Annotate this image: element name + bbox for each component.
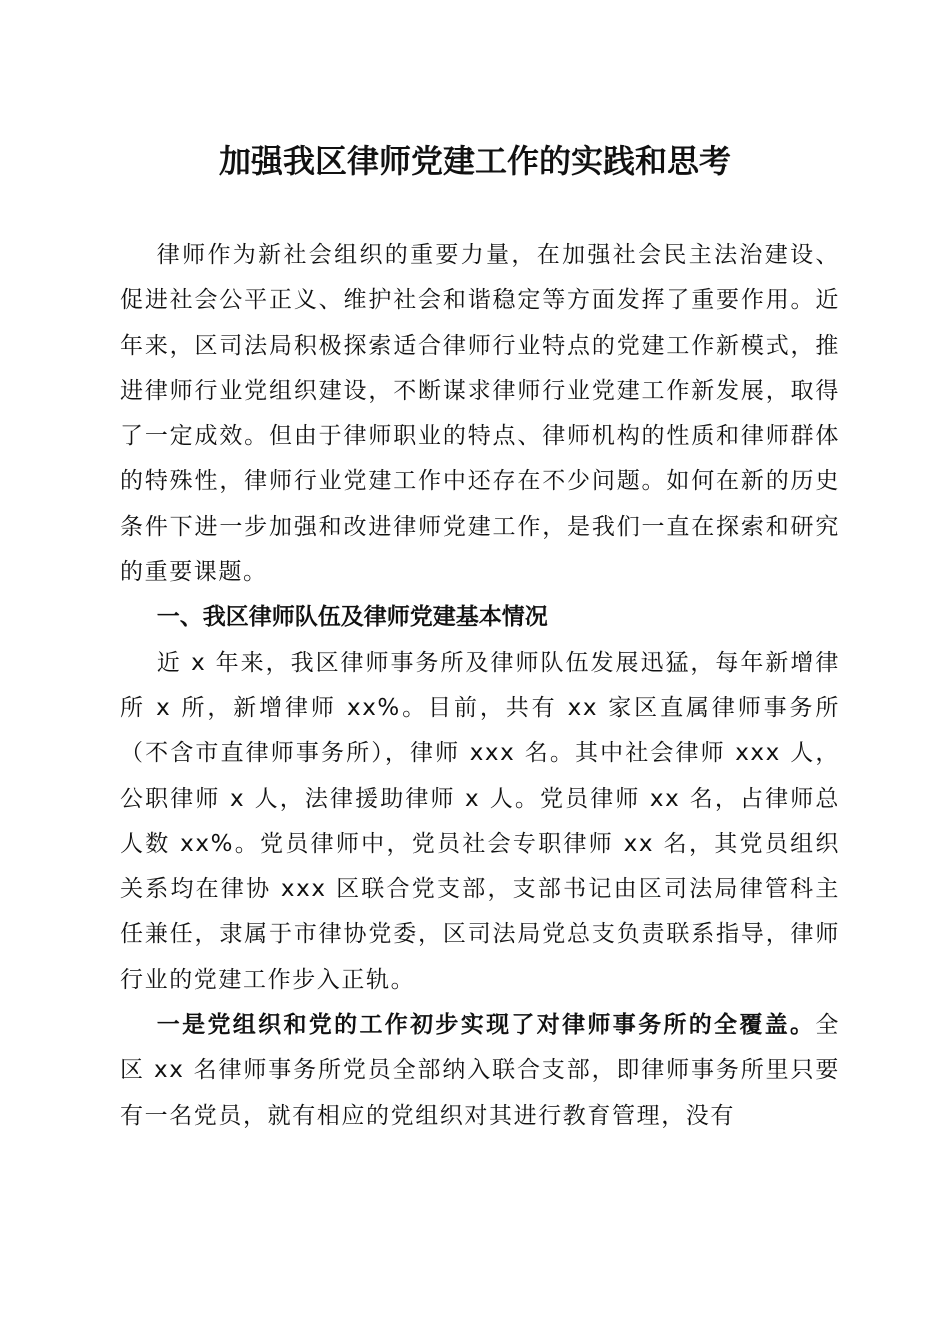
section-heading: 一、我区律师队伍及律师党建基本情况 [156,604,548,631]
intro-paragraph: 律师作为新社会组织的重要力量，在加强社会民主法治建设、促进社会公平正义、维护社会和谐稳定等方面发挥了重要作用。近年来，区司法局积极探索适合律师行业特点的党建工作新模式，推进律师行业党组织建设，不断谋求律师行业党建工作新发展，取得了一定成效。但由于律师职业的特点、律师机构的性质和律师群体的特殊性，律师行业党建工作中还存在不少问题。如何在新的历史条件下进一步加强和改进律师党建工作，是我们一直在探索和研究的重要课题。 [120,242,840,586]
section-paragraph: 近 x 年来，我区律师事务所及律师队伍发展迅猛，每年新增律所 x 所，新增律师 xx%。目前，共有 xx 家区直属律师事务所（不含市直律师事务所），律师 xxx 名。其中社会律师 xxx 人，公职律师 x 人，法律援助律师 x 人。党员律师 xx 名，占律师总人数 xx%。党员律师中，党员社会专职律师 xx 名，其党员组织关系均在律协 xxx 区联合党支部，支部书记由区司法局律管科主任兼任，隶属于市律协党委，区司法局党总支负责联系指导，律师行业的党建工作步入正轨。 [120,649,840,993]
point-body: 全区 xx 名律师事务所党员全部纳入联合支部，即律师事务所里只要有一名党员，就有相应的党组织对其进行教育管理，没有 [120,1012,840,1129]
point-lead: 一是党组织和党的工作初步实现了对律师事务所的全覆盖。 [156,1012,816,1039]
document-title: 加强我区律师党建工作的实践和思考 [218,142,731,180]
document-body [120,233,840,1139]
point-paragraph [120,1003,840,1139]
